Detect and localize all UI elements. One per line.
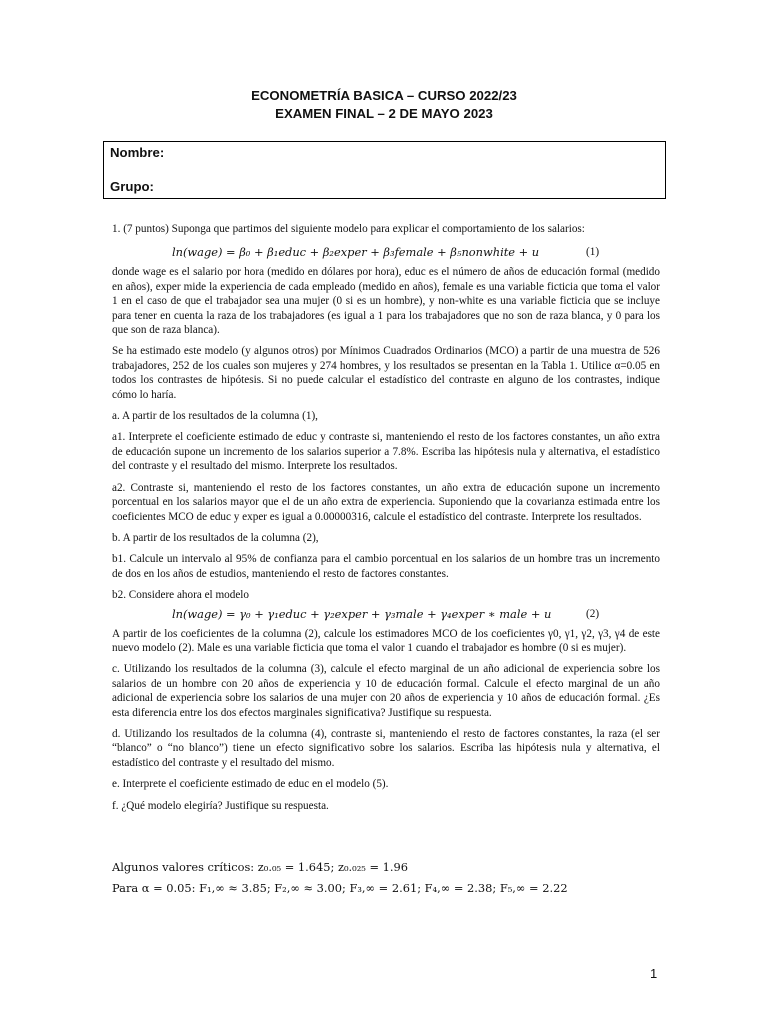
equation-2-formula: ln(wage) = γ₀ + γ₁educ + γ₂exper + γ₃male + γ₄exper ∗ male + u (172, 606, 552, 621)
variable-definitions: donde wage es el salario por hora (medido en dólares por hora), educ es el número de años de educación formal (medido en años), exper mide la experiencia de cada empleado (medido en años), female es una variable ficticia que toma el valor 1 en el caso de que el trabajador sea una mujer (0 si es un hombre), y non-white es una variable ficticia que se incluye para tener en cuenta la raza de los trabajadores (es igual a 1 para los trabajadores que no son de raza blanca, y 0 para los que son de raza blanca). (112, 266, 660, 337)
critical-values-z: Algunos valores críticos: z₀.₀₅ = 1.645; z₀.₀₂₅ = 1.96 (112, 860, 408, 874)
part-d: d. Utilizando los resultados de la columna (4), contraste si, manteniendo el resto de factores constantes, la raza (el ser “blanco” o “no blanco”) tiene un efecto significativo sobre los salarios. Escriba las hipótesis nula y alternativa, el estadístico del contraste y el resultado del mismo. (112, 727, 660, 769)
exam-subtitle: EXAMEN FINAL – 2 DE MAYO 2023 (275, 106, 493, 121)
part-f: f. ¿Qué modelo elegiría? Justifique su respuesta. (112, 799, 329, 812)
estimation-paragraph: Se ha estimado este modelo (y algunos otros) por Mínimos Cuadrados Ordinarios (MCO) a partir de una muestra de 526 trabajadores, 252 de los cuales son mujeres y 274 hombres, y los resultados se presentan en la Tabla 1. Utilice α=0.05 en todos los contrastes de hipótesis. Si no puede calcular el estadístico del contraste en alguno de los contrastes, indique cómo lo haría. (112, 345, 660, 401)
question-intro: 1. (7 puntos) Suponga que partimos del siguiente modelo para explicar el comportamiento de los salarios: (112, 223, 585, 235)
critical-values-f: Para α = 0.05: F₁,∞ ≈ 3.85; F₂,∞ ≈ 3.00; F₃,∞ = 2.61; F₄,∞ = 2.38; F₅,∞ = 2.22 (112, 881, 568, 895)
group-label: Grupo: (110, 179, 154, 194)
equation-1-number: (1) (586, 246, 600, 259)
page-number: 1 (650, 966, 658, 981)
part-c: c. Utilizando los resultados de la columna (3), calcule el efecto marginal de un año adicional de experiencia sobre los salarios de un hombre con 20 años de experiencia y 10 de educación formal. Calcule el efecto marginal de un año adicional de experiencia sobre los salarios de una mujer con 20 años de experiencia y 10 años de educación formal. ¿Es esta diferencia entre los dos efectos marginales significativa? Justifique su respuesta. (112, 663, 660, 719)
part-b2-text: A partir de los coeficientes de la columna (2), calcule los estimadores MCO de los coeficientes γ0, γ1, γ2, γ3, γ4 de este nuevo modelo (2). Male es una variable ficticia que toma el valor 1 cuando el trabajador es hombre (0 si es mujer). (112, 627, 660, 654)
equation-2 (112, 605, 660, 627)
exam-title: ECONOMETRÍA BASICA – CURSO 2022/23 (251, 88, 517, 103)
part-a2: a2. Contraste si, manteniendo el resto de los factores constantes, un año extra de educación supone un incremento porcentual en los salarios mayor que el de un año extra de experiencia. Suponiendo que la covarianza estimada entre los coeficientes MCO de educ y exper es igual a 0.00000316, calcule el estadístico del contraste. Interprete los resultados. (112, 481, 660, 523)
part-a1: a1. Interprete el coeficiente estimado de educ y contraste si, manteniendo el resto de los factores constantes, un año extra de educación supone un incremento de los salarios superior a 7.8%. Escriba las hipótesis nula y alternativa, el estadístico del contraste y el resultado del mismo. Interprete los resultados. (112, 431, 660, 473)
part-b: b. A partir de los resultados de la columna (2), (112, 531, 319, 544)
name-label: Nombre: (110, 145, 165, 160)
part-b1: b1. Calcule un intervalo al 95% de confianza para el cambio porcentual en los salarios de un hombre tras un incremento de dos en los años de estudios, manteniendo el resto de factores constantes. (112, 553, 660, 580)
equation-2-number: (2) (586, 607, 600, 620)
part-a: a. A partir de los resultados de la columna (1), (112, 410, 318, 423)
part-b2: b2. Considere ahora el modelo (112, 589, 250, 602)
equation-1-formula: ln(wage) = β₀ + β₁educ + β₂exper + β₃female + β₅nonwhite + u (172, 245, 540, 260)
name-group-box[interactable] (103, 141, 666, 199)
equation-1 (112, 243, 660, 265)
question-body (112, 222, 660, 820)
part-e: e. Interprete el coeficiente estimado de educ en el modelo (5). (112, 778, 389, 791)
